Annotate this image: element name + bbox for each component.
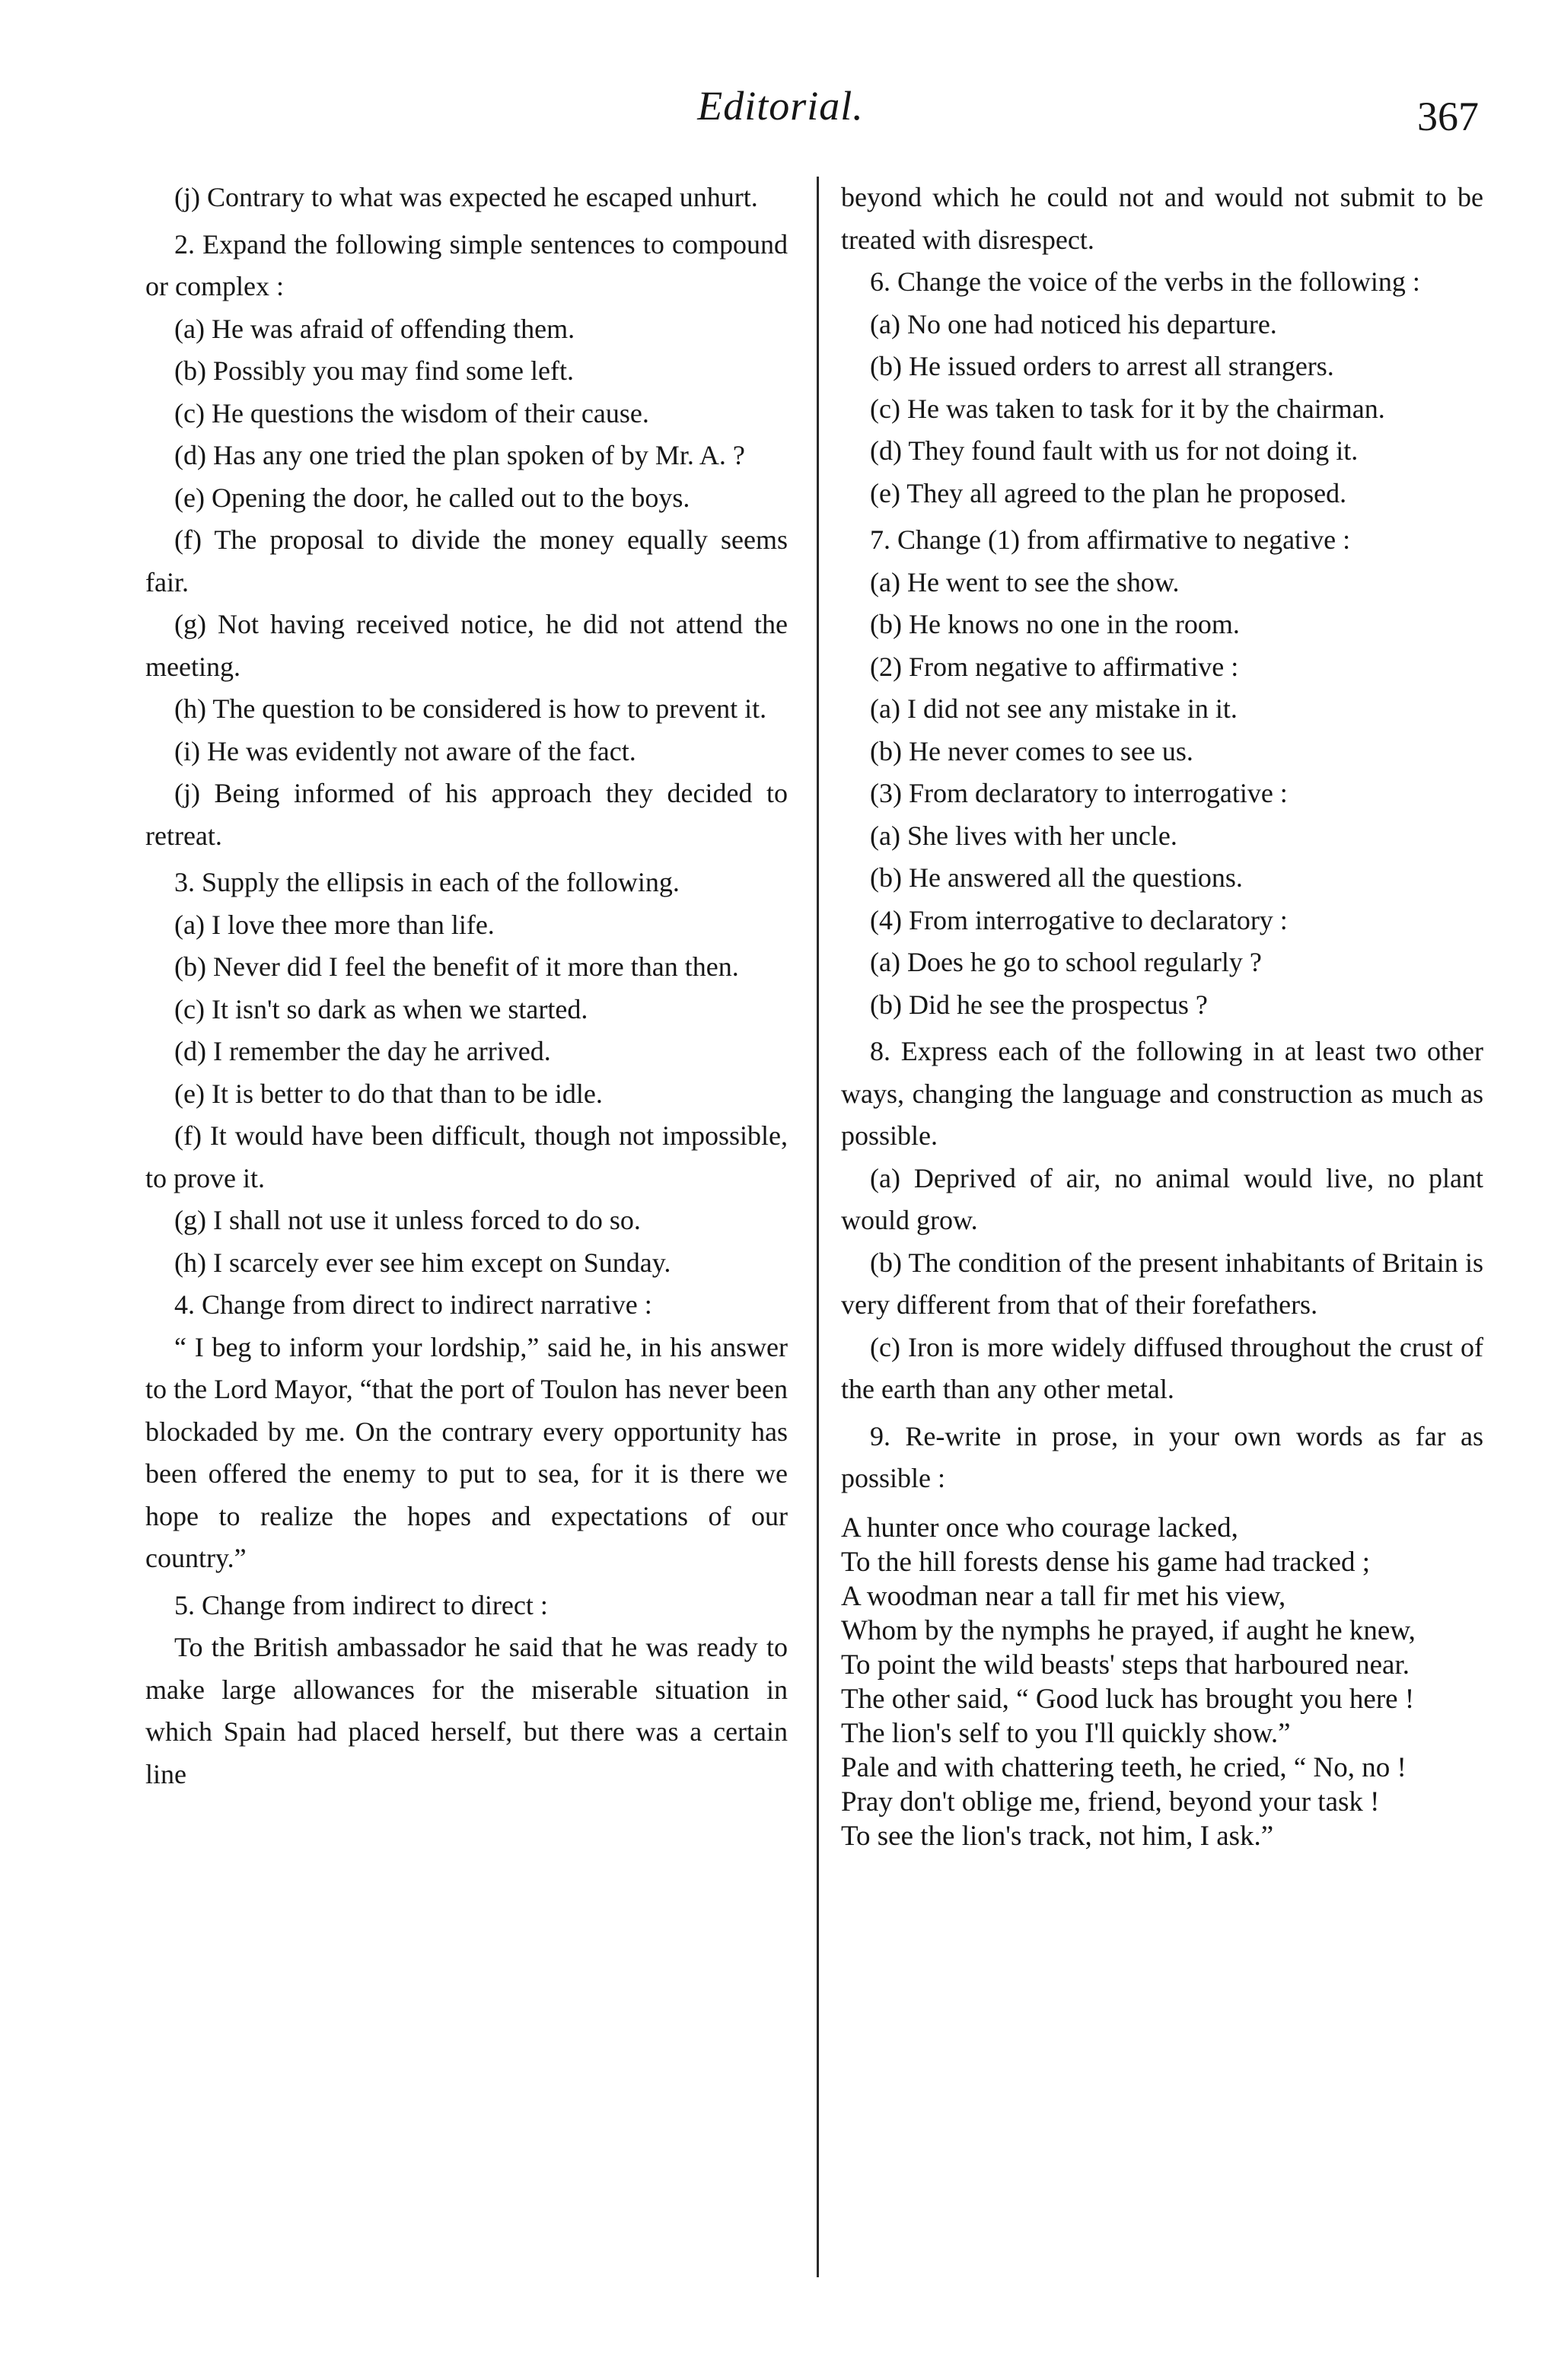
poem-line: To point the wild beasts' steps that harboured near. — [841, 1649, 1410, 1681]
paragraph: (j) Contrary to what was expected he escaped unhurt. — [174, 182, 758, 212]
paragraph: 7. Change (1) from affirmative to negative : — [870, 524, 1351, 555]
paragraph: (a) He went to see the show. — [870, 566, 1180, 597]
poem-line: The lion's self to you I'll quickly show.” — [841, 1717, 1291, 1749]
paragraph: 8. Express each of the following in at least two other ways, changing the language and construction as much as possible. — [841, 1036, 1483, 1151]
paragraph: (a) She lives with her uncle. — [870, 820, 1177, 851]
poem-line: Pale and with chattering teeth, he cried, “ No, no ! — [841, 1751, 1406, 1783]
paragraph: (a) No one had noticed his departure. — [870, 308, 1277, 339]
column-divider — [817, 177, 819, 2277]
paragraph: 6. Change the voice of the verbs in the following : — [870, 266, 1420, 297]
paragraph: (e) They all agreed to the plan he proposed. — [870, 477, 1347, 508]
paragraph: (b) Never did I feel the benefit of it more than then. — [174, 951, 739, 982]
page-number: 367 — [1417, 94, 1479, 139]
paragraph: 5. Change from indirect to direct : — [174, 1589, 548, 1620]
paragraph: (j) Being informed of his approach they decided to retreat. — [145, 778, 788, 851]
paragraph: (a) I did not see any mistake in it. — [870, 693, 1238, 724]
paragraph: (d) They found fault with us for not doing it. — [870, 435, 1359, 466]
paragraph: (g) Not having received notice, he did not attend the meeting. — [145, 609, 788, 682]
paragraph: (b) He issued orders to arrest all strangers. — [870, 351, 1334, 381]
paragraph: (a) I love thee more than life. — [174, 909, 495, 940]
paragraph: (a) He was afraid of offending them. — [174, 313, 575, 344]
paragraph: (b) He knows no one in the room. — [870, 609, 1240, 639]
paragraph: (g) I shall not use it unless forced to do so. — [174, 1205, 641, 1235]
paragraph: (h) I scarcely ever see him except on Sunday. — [174, 1247, 671, 1278]
poem-line: The other said, “ Good luck has brought you here ! — [841, 1683, 1415, 1715]
paragraph: (b) He answered all the questions. — [870, 862, 1243, 893]
left-column — [145, 177, 788, 1795]
paragraph: (c) Iron is more widely diffused throughout the crust of the earth than any other metal. — [841, 1331, 1483, 1404]
paragraph: (4) From interrogative to declaratory : — [870, 904, 1288, 935]
paragraph: (b) Did he see the prospectus ? — [870, 989, 1208, 1020]
paragraph: 9. Re-write in prose, in your own words as far as possible : — [841, 1420, 1483, 1493]
paragraph: (a) Does he go to school regularly ? — [870, 947, 1262, 977]
paragraph: (a) Deprived of air, no animal would live, no plant would grow. — [841, 1162, 1483, 1235]
paragraph: (3) From declaratory to interrogative : — [870, 778, 1288, 808]
paragraph: (2) From negative to affirmative : — [870, 651, 1239, 682]
right-column — [841, 177, 1483, 1853]
paragraph: “ I beg to inform your lordship,” said he, in his answer to the Lord Mayor, “that the port of Toulon has never been blockaded by me. On the contrary every opportunity has been offered the enemy to put to sea, for it is there we hope to realize the hopes and expectations of our country.” — [145, 1331, 788, 1573]
paragraph: (i) He was evidently not aware of the fact. — [174, 735, 636, 766]
paragraph: (d) Has any one tried the plan spoken of by Mr. A. ? — [174, 440, 745, 470]
paragraph: beyond which he could not and would not submit to be treated with disrespect. — [841, 182, 1483, 255]
paragraph: (h) The question to be considered is how to prevent it. — [174, 693, 767, 724]
paragraph: 3. Supply the ellipsis in each of the following. — [174, 867, 680, 897]
paragraph: (d) I remember the day he arrived. — [174, 1036, 551, 1066]
paragraph: (c) It isn't so dark as when we started. — [174, 993, 588, 1024]
poem-line: Whom by the nymphs he prayed, if aught he knew, — [841, 1614, 1416, 1646]
paragraph: (c) He was taken to task for it by the chairman. — [870, 393, 1385, 424]
poem-line: To see the lion's track, not him, I ask.” — [841, 1820, 1274, 1852]
paragraph: (f) The proposal to divide the money equally seems fair. — [145, 524, 788, 597]
paragraph: 2. Expand the following simple sentences to compound or complex : — [145, 228, 788, 301]
paragraph: (b) He never comes to see us. — [870, 735, 1193, 766]
paragraph: To the British ambassador he said that he was ready to make large allowances for the miserable situation in which Spain had placed herself, but there was a certain line — [145, 1632, 788, 1789]
paragraph: (c) He questions the wisdom of their cause. — [174, 397, 649, 429]
poem — [841, 1511, 1483, 1853]
paragraph: (b) The condition of the present inhabitants of Britain is very different from that of their forefathers. — [841, 1247, 1483, 1320]
poem-line: Pray don't oblige me, friend, beyond your task ! — [841, 1786, 1380, 1818]
paragraph: (b) Possibly you may find some left. — [174, 355, 574, 386]
paragraph: (e) Opening the door, he called out to the boys. — [174, 482, 690, 513]
paragraph: (f) It would have been difficult, though not impossible, to prove it. — [145, 1120, 788, 1193]
poem-line: A hunter once who courage lacked, — [841, 1512, 1238, 1544]
page-title: Editorial. — [697, 83, 864, 129]
poem-line: A woodman near a tall fir met his view, — [841, 1580, 1286, 1612]
paragraph: (e) It is better to do that than to be idle. — [174, 1078, 603, 1109]
poem-line: To the hill forests dense his game had tracked ; — [841, 1546, 1371, 1578]
paragraph: 4. Change from direct to indirect narrative : — [174, 1289, 652, 1320]
